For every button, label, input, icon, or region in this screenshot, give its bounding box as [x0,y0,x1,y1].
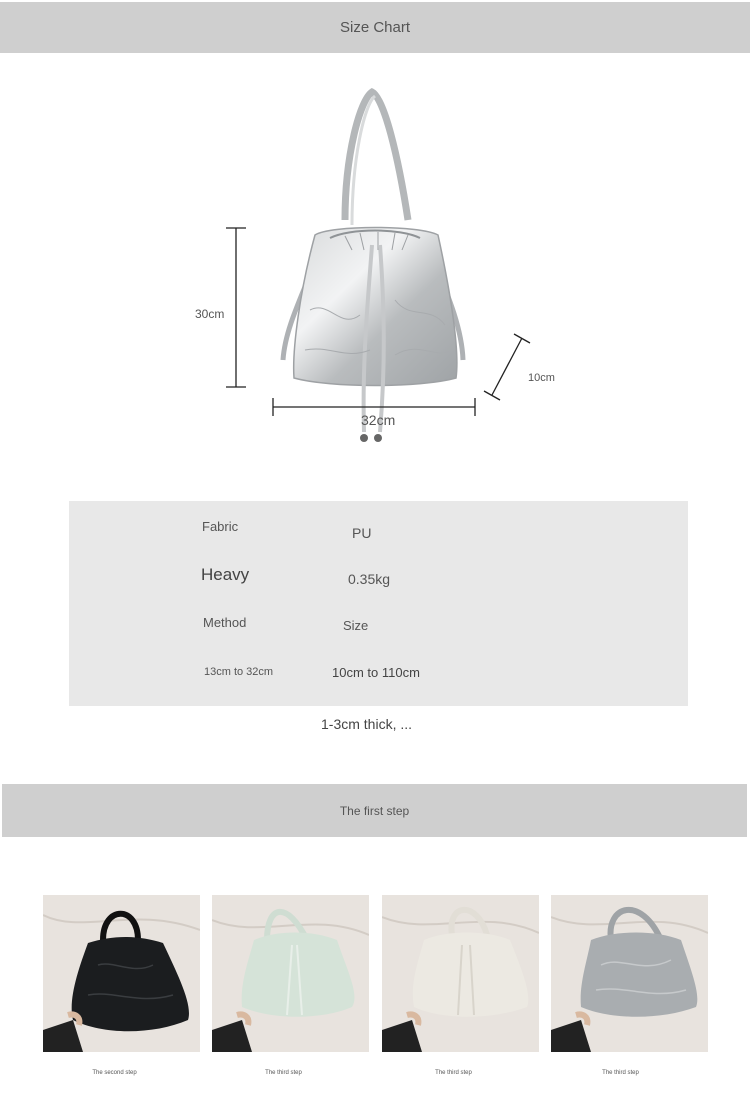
photo-caption: The third step [265,1070,302,1076]
method-label: Method [203,615,247,630]
product-photo-cream [382,895,539,1052]
method-value: Size [343,618,369,633]
size-range-1: 13cm to 32cm [204,666,274,678]
width-dimension-label: 32cm [361,412,396,428]
height-dimension-label: 30cm [195,307,225,321]
size-chart-title: Size Chart [339,19,411,36]
steps-banner-title: The first step [339,803,410,818]
steps-banner [2,784,747,837]
photo-caption: The second step [92,1070,137,1076]
product-size-diagram [0,60,750,480]
depth-dimension-label: 10cm [528,372,555,384]
size-range-2: 10cm to 110cm [332,665,420,680]
weight-value: 0.35kg [348,571,391,587]
size-chart-banner [0,2,750,53]
weight-label: Heavy [201,565,250,584]
photo-caption: The third step [435,1070,472,1076]
product-photo-mint [212,895,369,1052]
fabric-value: PU [352,525,372,541]
spec-table [69,501,688,706]
photo-caption: The third step [602,1070,639,1076]
product-photo-black [43,895,200,1052]
fabric-label: Fabric [202,519,239,534]
product-photo-silver [551,895,708,1052]
thickness-note: 1-3cm thick, ... [321,716,413,732]
